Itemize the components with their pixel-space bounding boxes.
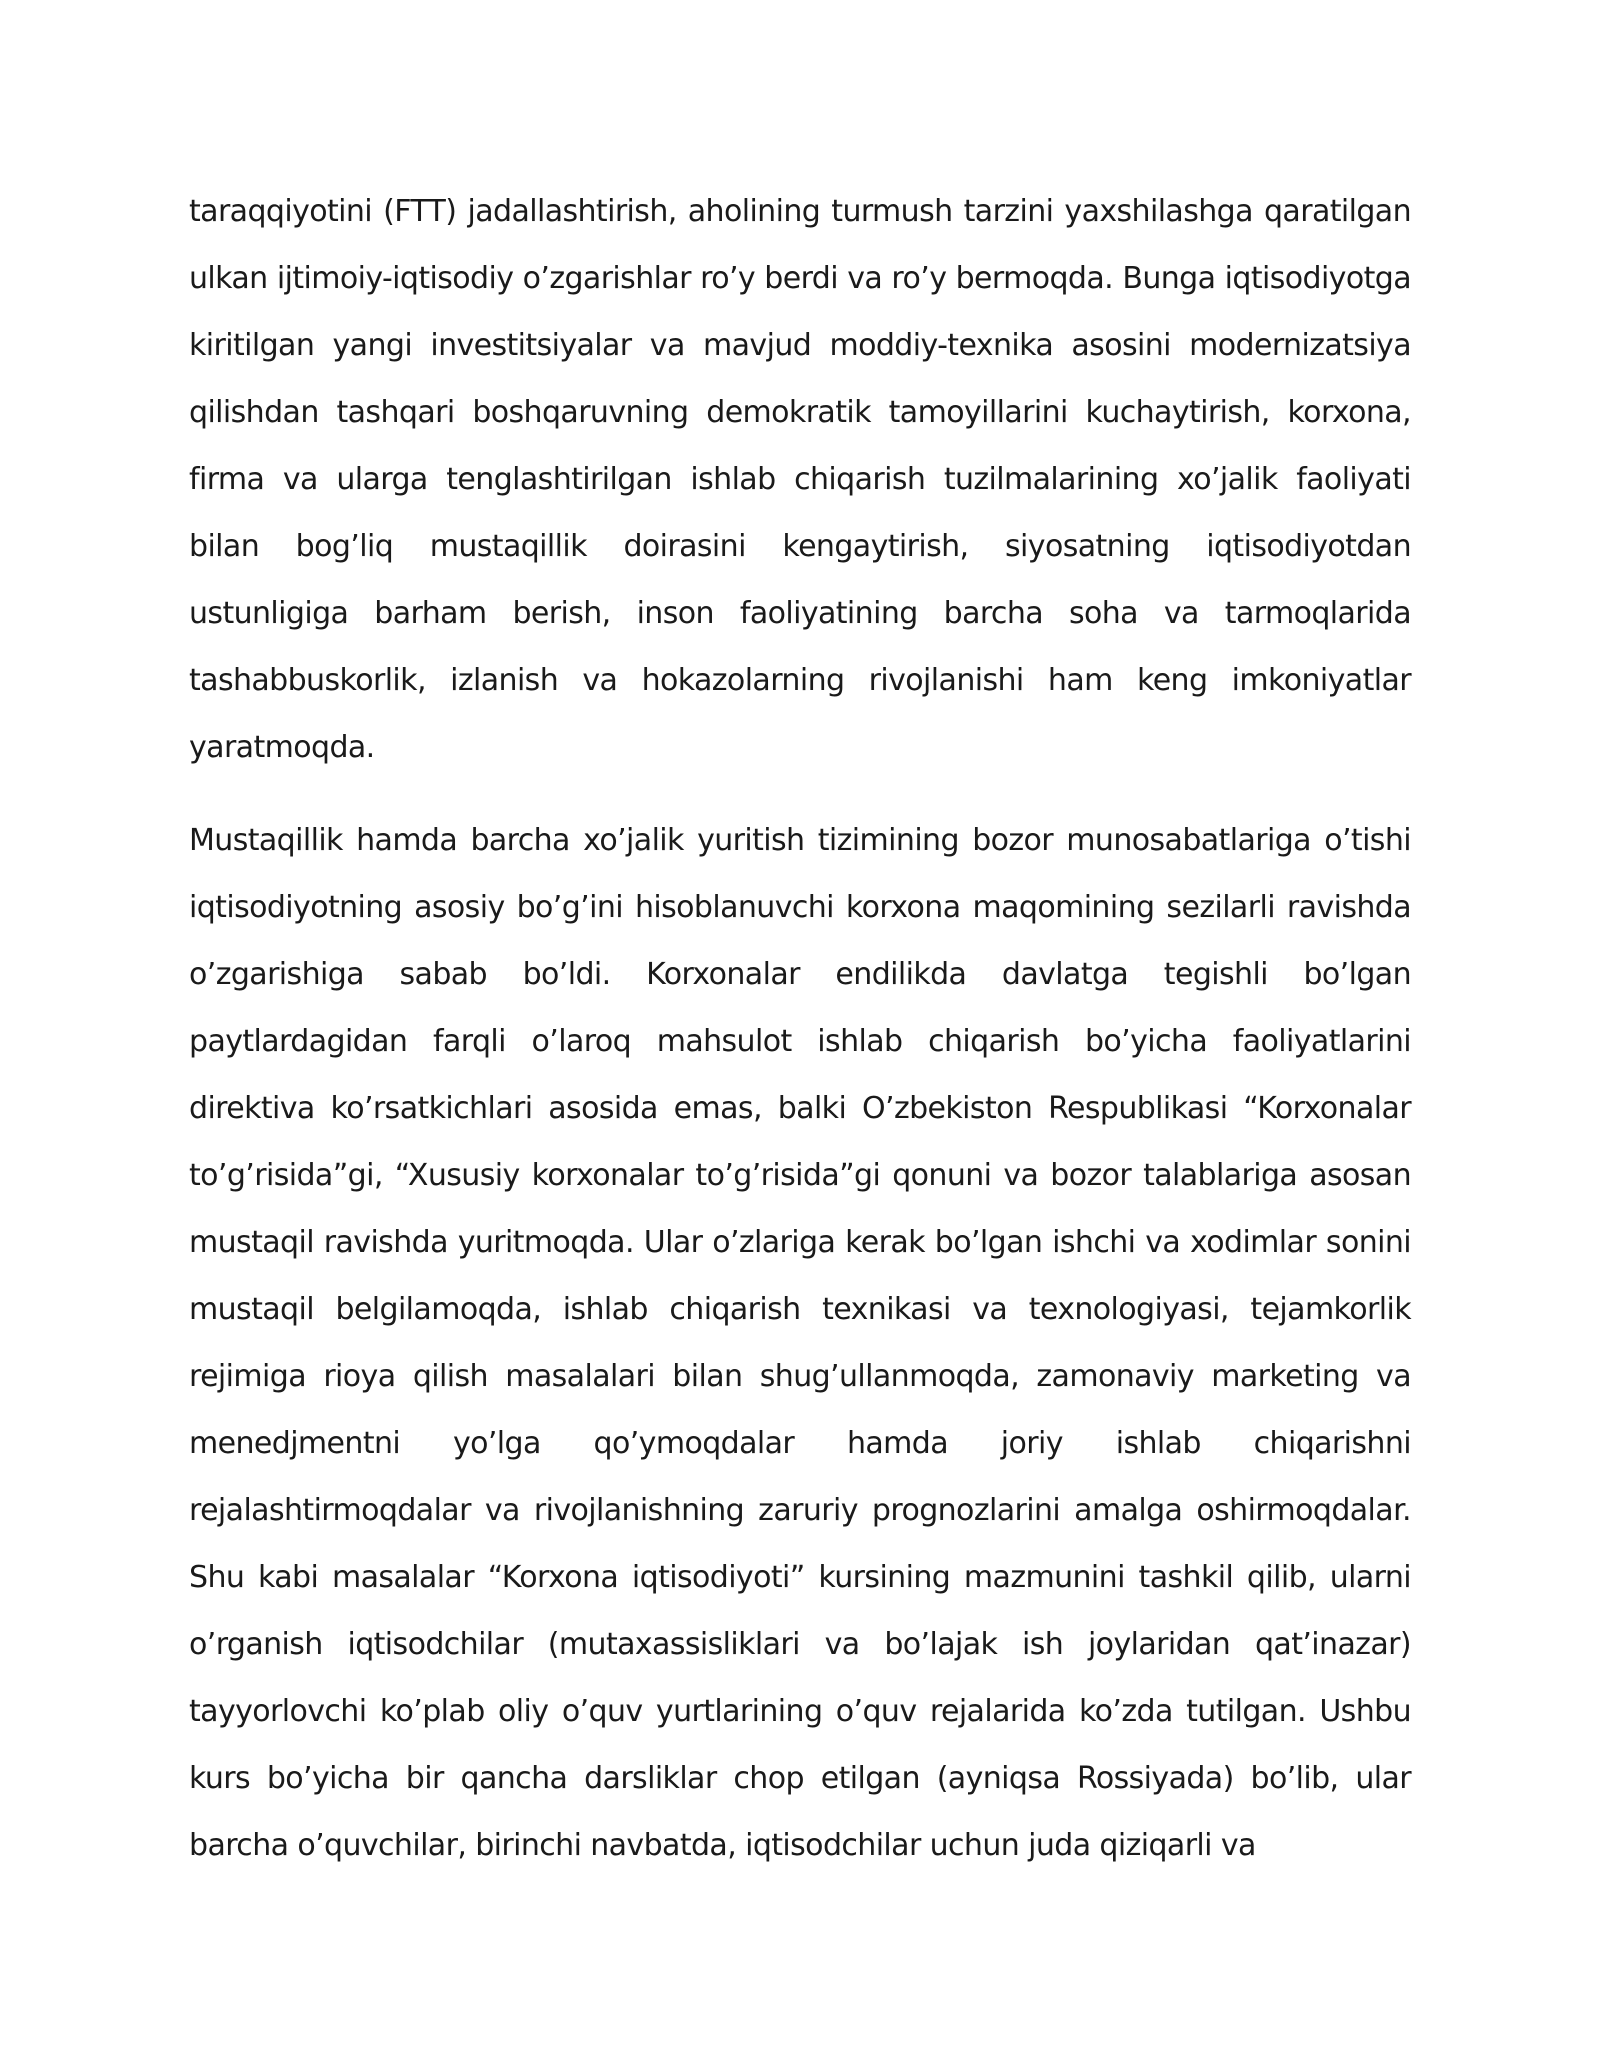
- paragraph: Mustaqillik hamda barcha xo’jalik yuritish tizimining bozor munosabatlariga o’tishi iqtisodiyotning asosiy bo’g’ini hisoblanuvchi korxona maqomining sezilarli ravishda o’zgarishiga sabab bo’ldi. Korxonalar endilikda davlatga tegishli bo’lgan paytlardagidan farqli o’laroq mahsulot ishlab chiqarish bo’yicha faoliyatlarini direktiva ko’rsatkichlari asosida emas, balki O’zbekiston Respublikasi “Korxonalar to’g’risida”gi, “Xususiy korxonalar to’g’risida”gi qonuni va bozor talablariga asosan mustaqil ravishda yuritmoqda. Ular o’zlariga kerak bo’lgan ishchi va xodimlar sonini mustaqil belgilamoqda, ishlab chiqarish texnikasi va texnologiyasi, tejamkorlik rejimiga rioya qilish masalalari bilan shug’ullanmoqda, zamonaviy marketing va menedjmentni yo’lga qo’ymoqdalar hamda joriy ishlab chiqarishni rejalashtirmoqdalar va rivojlanishning zaruriy prognozlarini amalga oshirmoqdalar. Shu kabi masalalar “Korxona iqtisodiyoti” kursining mazmunini tashkil qilib, ularni o’rganish iqtisodchilar (mutaxassisliklari va bo’lajak ish joylaridan qat’inazar) tayyorlovchi ko’plab oliy o’quv yurtlarining o’quv rejalarida ko’zda tutilgan. Ushbu kurs bo’yicha bir qancha darsliklar chop etilgan (ayniqsa Rossiyada) bo’lib, ular barcha o’quvchilar, birinchi navbatda, iqtisodchilar uchun juda qiziqarli va: [189, 823, 1411, 1863]
- body-text: [189, 178, 1411, 1879]
- paragraph: taraqqiyotini (FTT) jadallashtirish, aholining turmush tarzini yaxshilashga qaratilgan ulkan ijtimoiy-iqtisodiy o’zgarishlar ro’y berdi va ro’y bermoqda. Bunga iqtisodiyotga kiritilgan yangi investitsiyalar va mavjud moddiy-texnika asosini modernizatsiya qilishdan tashqari boshqaruvning demokratik tamoyillarini kuchaytirish, korxona, firma va ularga tenglashtirilgan ishlab chiqarish tuzilmalarining xo’jalik faoliyati bilan bog’liq mustaqillik doirasini kengaytirish, siyosatning iqtisodiyotdan ustunligiga barham berish, inson faoliyatining barcha soha va tarmoqlarida tashabbuskorlik, izlanish va hokazolarning rivojlanishi ham keng imkoniyatlar yaratmoqda.: [189, 194, 1411, 765]
